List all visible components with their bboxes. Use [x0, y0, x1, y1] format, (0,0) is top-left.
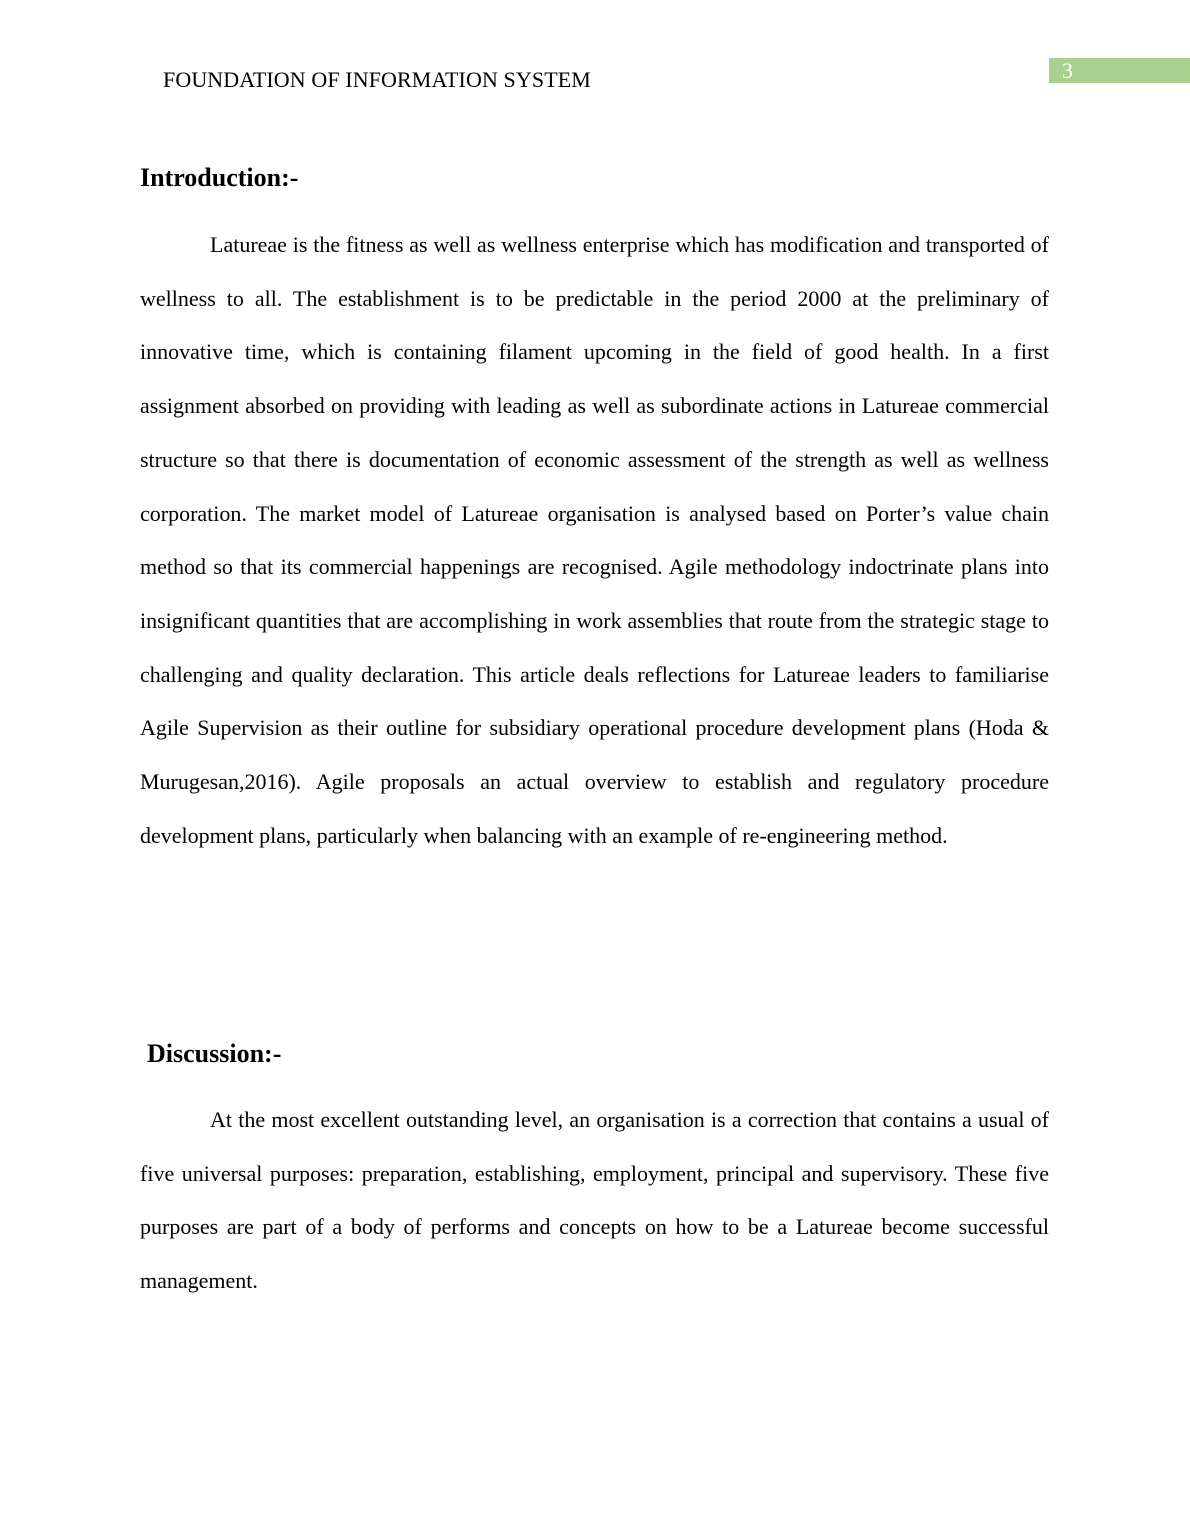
running-head: FOUNDATION OF INFORMATION SYSTEM: [163, 67, 591, 92]
page-number: 3: [1062, 58, 1073, 83]
introduction-paragraph: Latureae is the fitness as well as wellness enterprise which has modification and transported of wellness to all. The establishment is to be predictable in the period 2000 at the preliminary of innovative time, which is containing filament upcoming in the field of good health. In a first assignment absorbed on providing with leading as well as subordinate actions in Latureae commercial structure so that there is documentation of economic assessment of the strength as well as wellness corporation. The market model of Latureae organisation is analysed based on Porter’s value chain method so that its commercial happenings are recognised. Agile methodology indoctrinate plans into insignificant quantities that are accomplishing in work assemblies that route from the strategic stage to challenging and quality declaration. This article deals reflections for Latureae leaders to familiarise Agile Supervision as their outline for subsidiary operational procedure development plans (Hoda & Murugesan,2016). Agile proposals an actual overview to establish and regulatory procedure development plans, particularly when balancing with an example of re-engineering method.: [140, 232, 1049, 848]
discussion-paragraph: At the most excellent outstanding level, an organisation is a correction that contains a usual of five universal purposes: preparation, establishing, employment, principal and supervisory. These five purposes are part of a body of performs and concepts on how to be a Latureae become successful management.: [140, 1107, 1049, 1294]
discussion-heading: Discussion:-: [147, 1039, 282, 1068]
introduction-heading: Introduction:-: [140, 163, 299, 192]
page-number-bar: [1049, 58, 1190, 83]
